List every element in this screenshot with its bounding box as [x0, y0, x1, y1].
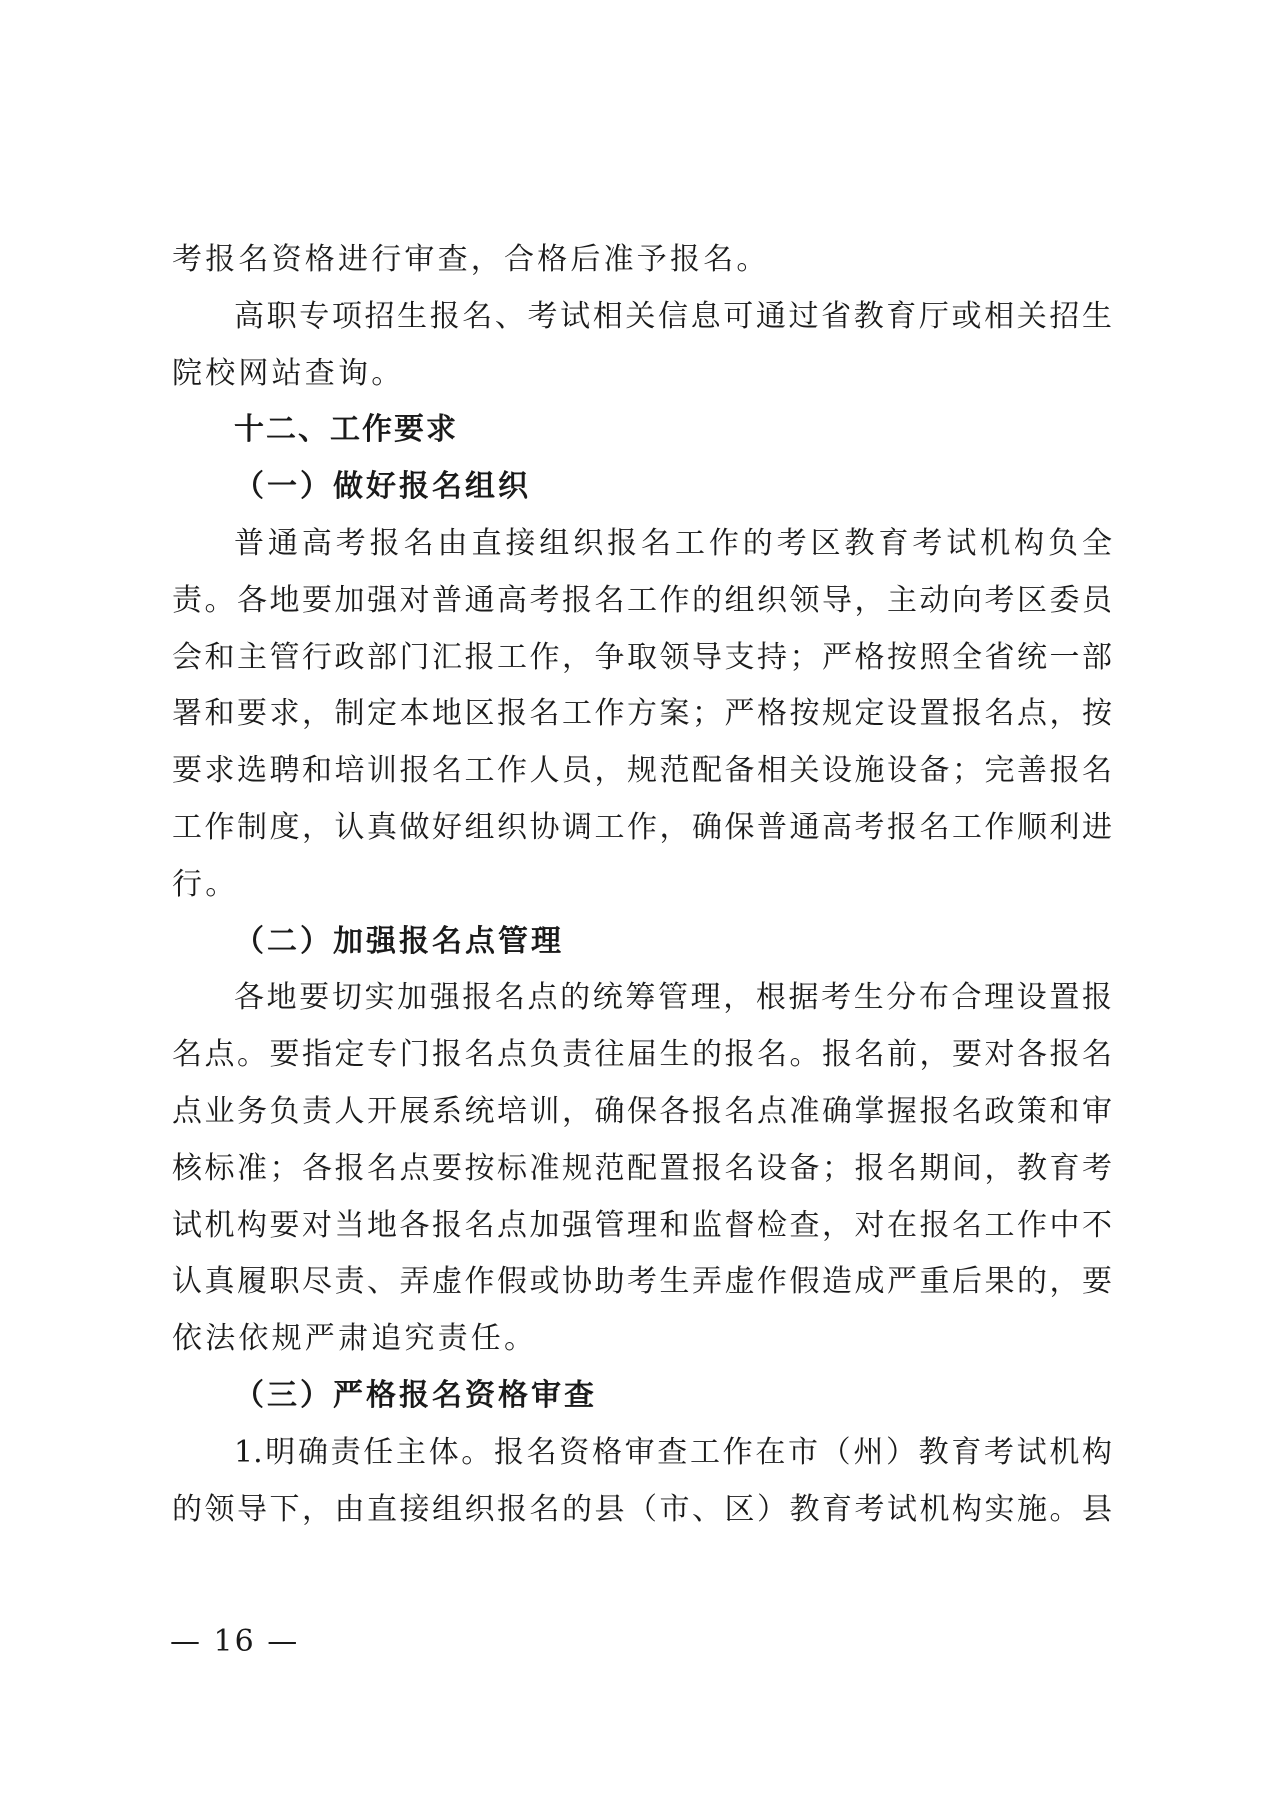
text-line: 要求选聘和培训报名工作人员，规范配备相关设施设备；完善报名 — [172, 753, 1112, 789]
subsection-heading: （二）加强报名点管理 — [234, 923, 564, 959]
text-line: 普通高考报名由直接组织报名工作的考区教育考试机构负全 — [234, 525, 1112, 561]
text-line: 院校网站查询。 — [172, 355, 405, 391]
text-line: 工作制度，认真做好组织协调工作，确保普通高考报名工作顺利进 — [172, 809, 1112, 845]
text-line: 行。 — [172, 866, 239, 902]
subsection-heading: （一）做好报名组织 — [234, 469, 531, 505]
text-line: 署和要求，制定本地区报名工作方案；严格按规定设置报名点，按 — [172, 696, 1112, 732]
text-line: 各地要切实加强报名点的统筹管理，根据考生分布合理设置报 — [234, 980, 1112, 1016]
text-line: 试机构要对当地各报名点加强管理和监督检查，对在报名工作中不 — [172, 1207, 1112, 1243]
section-heading: 十二、工作要求 — [234, 412, 458, 448]
text-line: 的领导下，由直接组织报名的县（市、区）教育考试机构实施。县 — [172, 1491, 1112, 1527]
text-line: 责。各地要加强对普通高考报名工作的组织领导，主动向考区委员 — [172, 582, 1112, 618]
text-line: 点业务负责人开展系统培训，确保各报名点准确掌握报名政策和审 — [172, 1093, 1112, 1129]
text-line: 高职专项招生报名、考试相关信息可通过省教育厅或相关招生 — [234, 298, 1112, 334]
text-line: 考报名资格进行审查，合格后准予报名。 — [172, 242, 770, 277]
text-line: 会和主管行政部门汇报工作，争取领导支持；严格按照全省统一部 — [172, 639, 1112, 675]
text-line: 认真履职尽责、弄虚作假或协助考生弄虚作假造成严重后果的，要 — [172, 1264, 1112, 1300]
text-line: 名点。要指定专门报名点负责往届生的报名。报名前，要对各报名 — [172, 1037, 1112, 1073]
text-line: 1.明确责任主体。报名资格审查工作在市（州）教育考试机构 — [234, 1434, 1112, 1470]
text-line: 依法依规严肃追究责任。 — [172, 1321, 538, 1357]
document-body — [172, 232, 1112, 1538]
subsection-heading: （三）严格报名资格审查 — [234, 1377, 597, 1413]
page-number: — 16 — — [170, 1624, 300, 1659]
text-line: 核标准；各报名点要按标准规范配置报名设备；报名期间，教育考 — [172, 1150, 1112, 1186]
